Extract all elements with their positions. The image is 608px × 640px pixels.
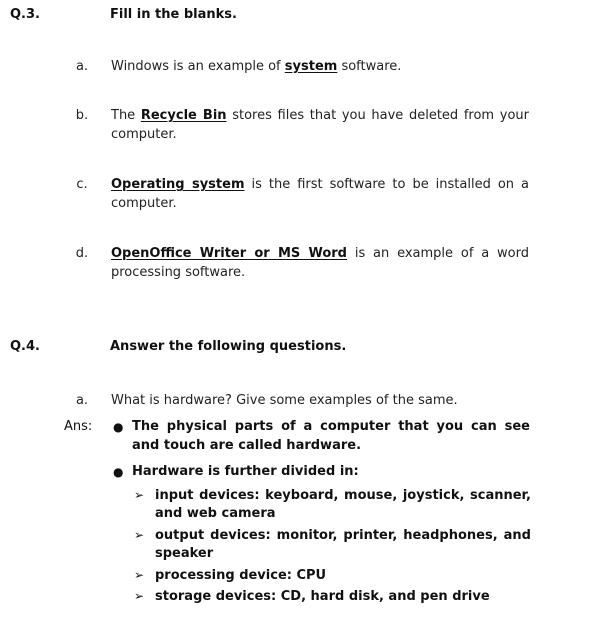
arrow-bullet-icon: ➢ bbox=[134, 488, 145, 502]
sub-item-input-devices: input devices: keyboard, mouse, joystick, scanner, and web camera bbox=[155, 488, 531, 521]
question-3-heading: Fill in the blanks. bbox=[110, 7, 237, 22]
sub-item-output-devices: output devices: monitor, printer, headphones, and speaker bbox=[155, 528, 531, 561]
arrow-bullet-icon: ➢ bbox=[134, 528, 145, 542]
fill-blank-item-d: OpenOffice Writer or MS Word is an example of a word processing software. bbox=[111, 246, 529, 280]
blank-answer-c: Operating system bbox=[111, 177, 245, 192]
sub-item-storage-devices: storage devices: CD, hard disk, and pen drive bbox=[155, 589, 490, 604]
arrow-bullet-icon: ➢ bbox=[134, 589, 145, 603]
question-4-number: Q.4. bbox=[10, 339, 40, 354]
item-c-letter: c. bbox=[76, 177, 88, 192]
bullet-icon: ● bbox=[113, 420, 124, 434]
item-d-letter: d. bbox=[75, 246, 89, 261]
blank-answer-b: Recycle Bin bbox=[140, 108, 227, 123]
bullet-icon: ● bbox=[113, 465, 124, 479]
question-3-number: Q.3. bbox=[10, 7, 40, 22]
answer-bullet-2: Hardware is further divided in: bbox=[132, 464, 359, 479]
fill-blank-item-c: Operating system is the first software to be installed on a computer. bbox=[111, 177, 529, 211]
sub-item-processing-device: processing device: CPU bbox=[155, 568, 327, 583]
blank-answer-d: OpenOffice Writer or MS Word bbox=[111, 246, 347, 261]
q4-item-a-letter: a. bbox=[75, 393, 89, 408]
q4-question-a: What is hardware? Give some examples of the same. bbox=[111, 393, 458, 408]
fill-blank-item-a: Windows is an example of system software. bbox=[111, 59, 402, 74]
fill-blank-item-b: The Recycle Bin stores files that you have deleted from your computer. bbox=[111, 108, 529, 142]
item-a-letter: a. bbox=[75, 59, 89, 74]
item-b-letter: b. bbox=[75, 108, 89, 123]
answer-bullet-1: The physical parts of a computer that you can see and touch are called hardware. bbox=[132, 419, 530, 453]
arrow-bullet-icon: ➢ bbox=[134, 568, 145, 582]
question-4-heading: Answer the following questions. bbox=[110, 339, 347, 354]
answer-label: Ans: bbox=[64, 419, 93, 434]
blank-answer-a: system bbox=[284, 59, 338, 74]
